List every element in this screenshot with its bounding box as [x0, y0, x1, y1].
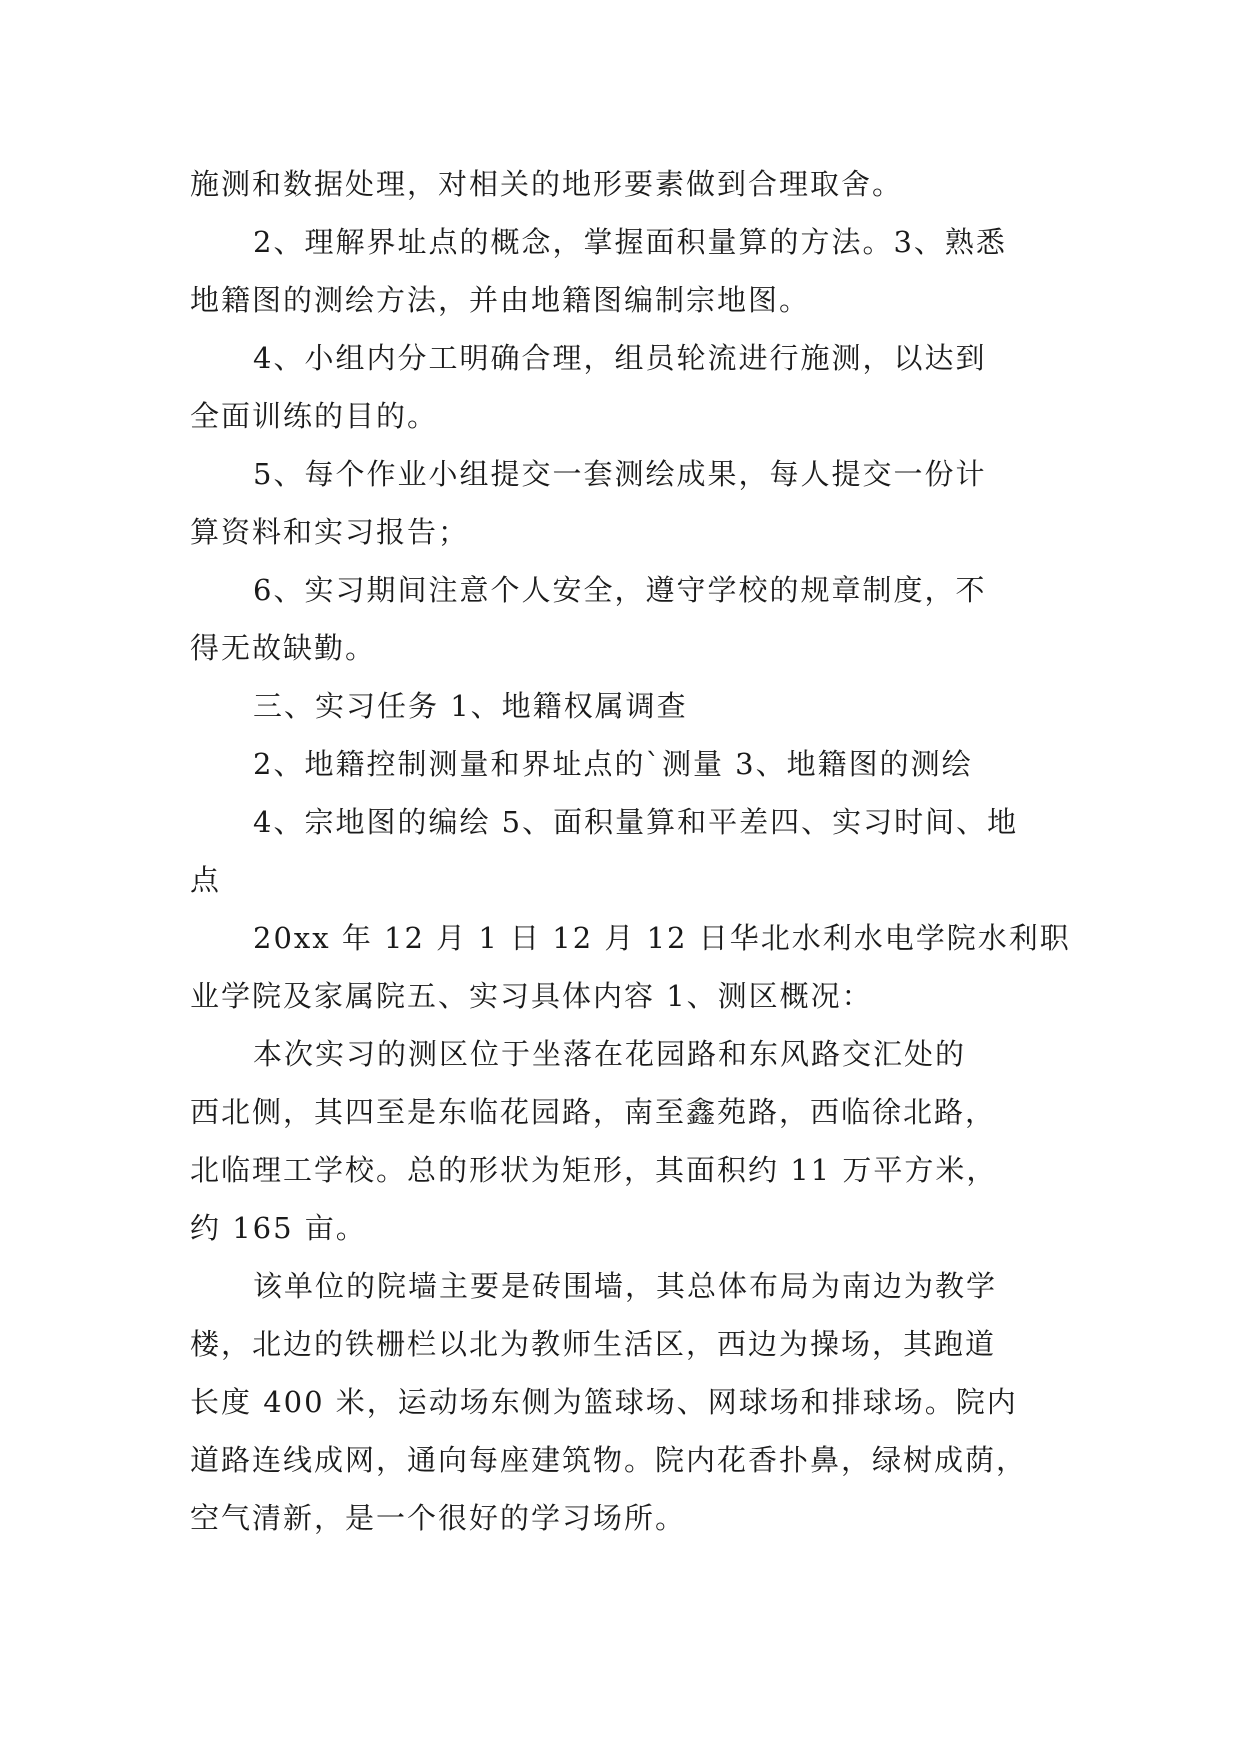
text-line: 北临理工学校。总的形状为矩形，其面积约 11 万平方米， [190, 1153, 998, 1187]
text-line: 长度 400 米，运动场东侧为篮球场、网球场和排球场。院内 [190, 1385, 1018, 1419]
text-line: 全面训练的目的。 [190, 399, 439, 433]
text-line: 得无故缺勤。 [190, 631, 377, 665]
text-line: 道路连线成网，通向每座建筑物。院内花香扑鼻，绿树成荫， [190, 1443, 1028, 1477]
text-line: 楼，北边的铁栅栏以北为教师生活区，西边为操场，其跑道 [190, 1327, 997, 1361]
text-line: 该单位的院墙主要是砖围墙，其总体布局为南边为教学 [253, 1269, 998, 1303]
text-line: 4、小组内分工明确合理，组员轮流进行施测，以达到 [253, 341, 987, 375]
document-body [190, 155, 1071, 1547]
text-line: 点 [190, 863, 222, 897]
text-line: 西北侧，其四至是东临花园路，南至鑫苑路，西临徐北路， [190, 1095, 997, 1129]
text-line: 5、每个作业小组提交一套测绘成果，每人提交一份计 [253, 457, 987, 491]
text-line: 本次实习的测区位于坐落在花园路和东风路交汇处的 [253, 1037, 967, 1071]
text-line: 2、理解界址点的概念，掌握面积量算的方法。3、熟悉 [253, 225, 1007, 259]
text-line: 6、实习期间注意个人安全，遵守学校的规章制度，不 [253, 573, 987, 607]
text-line: 20xx 年 12 月 1 日 12 月 12 日华北水利水电学院水利职 [253, 921, 1071, 955]
text-line: 空气清新，是一个很好的学习场所。 [190, 1501, 687, 1535]
text-line: 地籍图的测绘方法，并由地籍图编制宗地图。 [190, 283, 811, 317]
text-line: 算资料和实习报告； [190, 515, 470, 549]
text-line: 三、实习任务 1、地籍权属调查 [253, 689, 688, 723]
text-line: 4、宗地图的编绘 5、面积量算和平差四、实习时间、地 [253, 805, 1019, 839]
text-line: 业学院及家属院五、实习具体内容 1、测区概况： [190, 979, 873, 1013]
text-line: 施测和数据处理，对相关的地形要素做到合理取舍。 [190, 167, 904, 201]
text-line: 约 165 亩。 [190, 1211, 367, 1245]
text-line: 2、地籍控制测量和界址点的`测量 3、地籍图的测绘 [253, 747, 973, 781]
